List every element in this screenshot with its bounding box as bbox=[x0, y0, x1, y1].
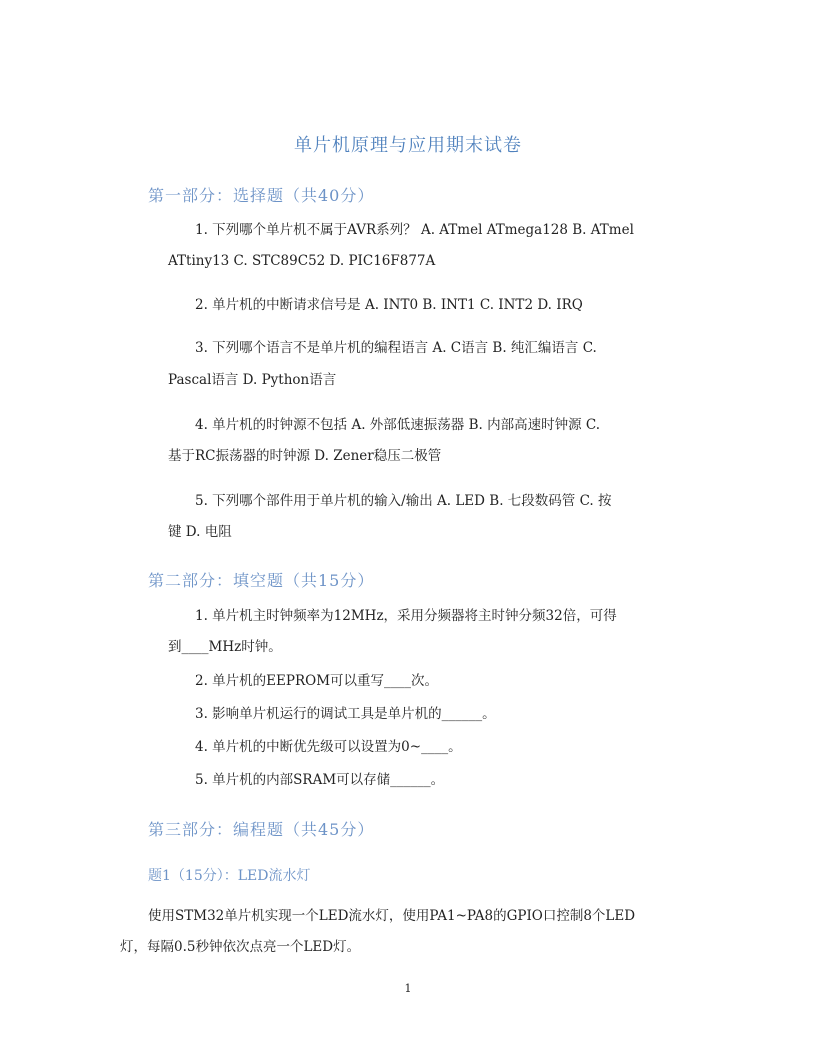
question-line: 1. 单片机主时钟频率为12MHz，采用分频器将主时钟分频32倍，可得 bbox=[195, 608, 617, 624]
question-line: 3. 下列哪个语言不是单片机的编程语言 A. C语言 B. 纯汇编语言 C. bbox=[195, 340, 597, 356]
page-number: 1 bbox=[404, 982, 412, 995]
subheading-task-1: 题1（15分）：LED流水灯 bbox=[148, 868, 311, 884]
question-line: 2. 单片机的中断请求信号是 A. INT0 B. INT1 C. INT2 D. IRQ bbox=[195, 297, 583, 313]
paragraph-line: 使用STM32单片机实现一个LED流水灯，使用PA1~PA8的GPIO口控制8个LED bbox=[148, 908, 636, 924]
question-line: 4. 单片机的时钟源不包括 A. 外部低速振荡器 B. 内部高速时钟源 C. bbox=[195, 417, 601, 433]
section-heading-fill: 第二部分：填空题（共15分） bbox=[148, 571, 375, 590]
document-title: 单片机原理与应用期末试卷 bbox=[294, 135, 522, 156]
paragraph-line: 灯，每隔0.5秒钟依次点亮一个LED灯。 bbox=[120, 939, 361, 955]
question-line: 2. 单片机的EEPROM可以重写____次。 bbox=[195, 673, 439, 689]
question-line: 5. 单片机的内部SRAM可以存储______。 bbox=[195, 772, 445, 788]
question-line: ATtiny13 C. STC89C52 D. PIC16F877A bbox=[168, 253, 436, 269]
question-line: 4. 单片机的中断优先级可以设置为0~____。 bbox=[195, 739, 462, 755]
question-line: 5. 下列哪个部件用于单片机的输入/输出 A. LED B. 七段数码管 C. 按 bbox=[195, 493, 612, 509]
question-line: 键 D. 电阻 bbox=[168, 524, 232, 540]
section-heading-choice: 第一部分：选择题（共40分） bbox=[148, 186, 375, 205]
question-line: 1. 下列哪个单片机不属于AVR系列？ A. ATmel ATmega128 B. ATmel bbox=[195, 222, 634, 238]
question-line: 3. 影响单片机运行的调试工具是单片机的______。 bbox=[195, 706, 496, 722]
question-line: Pascal语言 D. Python语言 bbox=[168, 372, 337, 388]
question-line: 基于RC振荡器的时钟源 D. Zener稳压二极管 bbox=[168, 448, 442, 464]
section-heading-programming: 第三部分：编程题（共45分） bbox=[148, 820, 375, 839]
question-line: 到____MHz时钟。 bbox=[168, 639, 282, 655]
